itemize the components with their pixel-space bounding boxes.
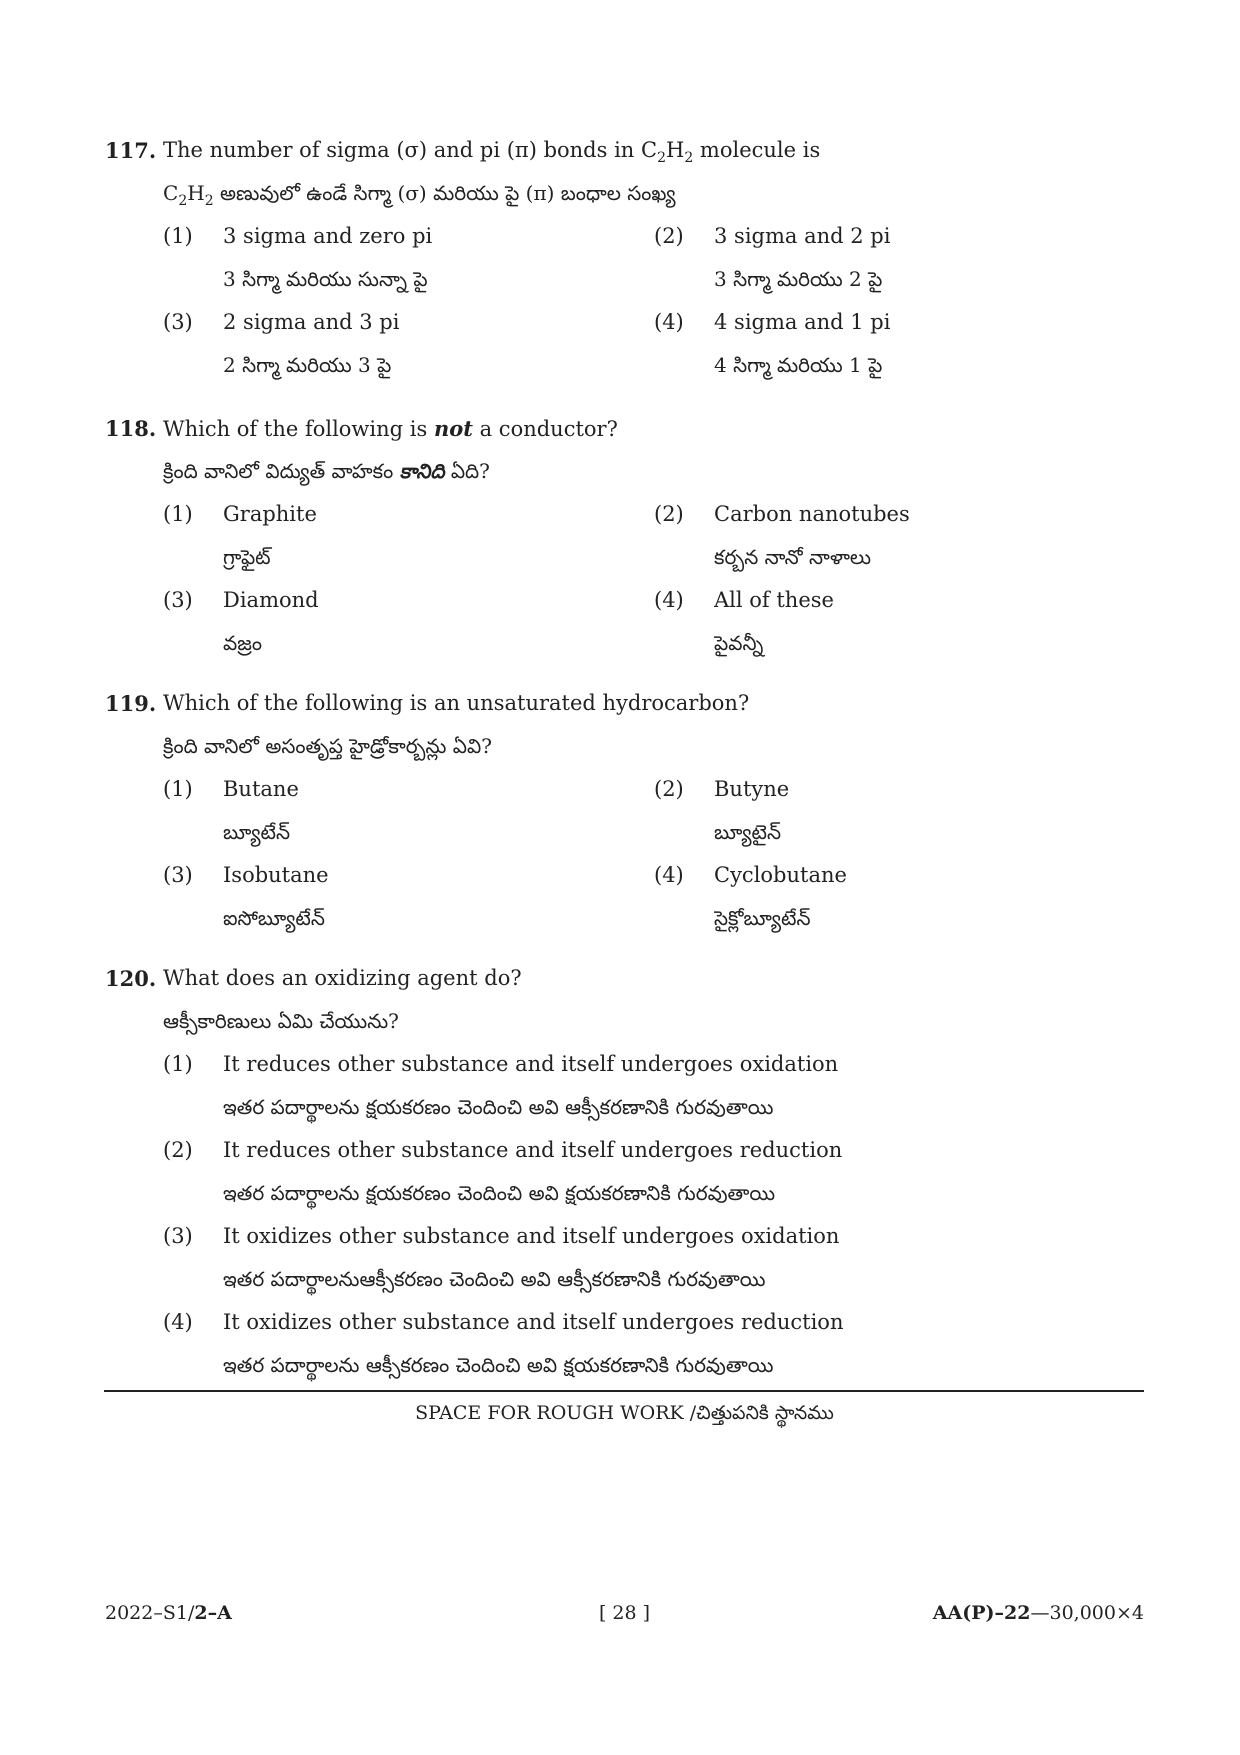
option-text-te: ఇతర పదార్థాలను ఆక్సీకరణం చెందించి అవి క్షయకరణానికి గురవుతాయి — [223, 1353, 774, 1377]
stem-text: Which of the following is — [163, 417, 434, 441]
stem-text: The number of sigma (σ) and pi (π) bonds in — [163, 138, 641, 162]
formula-symbol: C — [163, 181, 179, 205]
stem-text: molecule is — [693, 138, 821, 162]
option-text-te: సైక్లోబ్యూటేన్ — [714, 906, 811, 930]
option-number: (3) — [163, 310, 193, 334]
option-text-en: Butyne — [714, 777, 790, 801]
option-3 — [163, 301, 654, 387]
option-number: (1) — [163, 1052, 193, 1076]
option-number: (1) — [163, 777, 193, 801]
formula-subscript: 2 — [684, 150, 694, 166]
formula-subscript: 2 — [204, 193, 214, 209]
option-text — [714, 301, 1144, 387]
option-text — [223, 768, 654, 854]
option-number: (4) — [163, 1310, 193, 1334]
stem-emphasis: కానిది — [399, 459, 445, 483]
option-text-te: 2 సిగ్మా మరియు 3 పై — [223, 353, 392, 377]
paper-code-prefix: 2022–S1/ — [105, 1602, 195, 1624]
paper-code-set: 2–A — [194, 1602, 232, 1624]
question-118 — [105, 407, 1144, 665]
option-text — [223, 1215, 1144, 1301]
option-text — [223, 301, 654, 387]
option-3 — [163, 579, 654, 665]
option-text — [223, 215, 654, 301]
option-number: (4) — [654, 588, 684, 612]
option-text — [223, 1043, 1144, 1129]
option-text — [714, 493, 1144, 579]
question-stem-en — [105, 682, 1144, 725]
options-list — [163, 1043, 1144, 1387]
divider-line — [104, 1390, 1144, 1392]
print-series-code: AA(P)–22 — [932, 1602, 1031, 1624]
option-4 — [654, 301, 1144, 387]
option-text-te: కర్బన నానో నాళాలు — [714, 545, 872, 569]
print-series — [933, 1600, 1144, 1626]
option-number: (1) — [163, 502, 193, 526]
option-4 — [654, 579, 1144, 665]
stem-text: అణువులో ఉండే సిగ్మా (σ) మరియు పై (π) బంధాల సంఖ్య — [213, 181, 676, 205]
option-text-en: All of these — [714, 588, 834, 612]
option-text-en: It reduces other substance and itself undergoes reduction — [223, 1138, 843, 1162]
option-text-te: ఇతర పదార్థాలను క్షయకరణం చెందించి అవి క్షయకరణానికి గురవుతాయి — [223, 1181, 776, 1205]
option-text-te: 3 సిగ్మా మరియు సున్నా పై — [223, 267, 428, 291]
question-119 — [105, 682, 1144, 940]
question-stem-te — [105, 450, 1144, 493]
option-text — [223, 854, 654, 940]
option-2 — [654, 493, 1144, 579]
question-stem-te — [105, 1000, 1144, 1043]
option-text-en: It reduces other substance and itself undergoes oxidation — [223, 1052, 839, 1076]
question-stem-te — [105, 725, 1144, 768]
option-4 — [654, 854, 1144, 940]
option-2 — [163, 1129, 1144, 1215]
formula-symbol: H — [187, 181, 205, 205]
option-text — [223, 1129, 1144, 1215]
formula-symbol: C — [641, 138, 658, 162]
option-number: (1) — [163, 224, 193, 248]
option-1 — [163, 768, 654, 854]
option-4 — [163, 1301, 1144, 1387]
options-list — [163, 493, 1144, 665]
option-text-en: Butane — [223, 777, 299, 801]
stem-text: ఆక్సీకారిణులు ఏమి చేయును? — [163, 1009, 399, 1033]
option-1 — [163, 1043, 1144, 1129]
option-3 — [163, 854, 654, 940]
option-text — [714, 768, 1144, 854]
option-text-te: బ్యూటైన్ — [714, 820, 781, 844]
option-text-en: 2 sigma and 3 pi — [223, 310, 400, 334]
option-text-en: 3 sigma and zero pi — [223, 224, 433, 248]
option-text-te: ఐసోబ్యూటేన్ — [223, 906, 325, 930]
question-stem-en — [105, 129, 1144, 172]
option-text-en: Isobutane — [223, 863, 329, 887]
page-number: [ 28 ] — [598, 1602, 651, 1624]
option-text-en: Diamond — [223, 588, 319, 612]
question-number: 117. — [105, 138, 157, 163]
option-text — [223, 579, 654, 665]
formula-symbol: H — [666, 138, 685, 162]
option-text-en: 4 sigma and 1 pi — [714, 310, 891, 334]
stem-text: Which of the following is an unsaturated hydrocarbon? — [163, 691, 750, 715]
option-2 — [654, 768, 1144, 854]
stem-text: ఏది? — [444, 459, 490, 483]
option-text-en: Cyclobutane — [714, 863, 847, 887]
rough-work-label: SPACE FOR ROUGH WORK /చిత్తుపనికి స్థానము — [415, 1402, 834, 1424]
option-number: (2) — [163, 1138, 193, 1162]
question-number: 119. — [105, 691, 157, 716]
option-number: (3) — [163, 588, 193, 612]
option-number: (3) — [163, 863, 193, 887]
option-text — [714, 215, 1144, 301]
question-stem-te — [105, 172, 1144, 215]
option-number: (2) — [654, 224, 684, 248]
option-text — [223, 493, 654, 579]
option-text-en: Carbon nanotubes — [714, 502, 910, 526]
stem-text: a conductor? — [472, 417, 618, 441]
option-text — [714, 854, 1144, 940]
page-footer — [105, 1600, 1144, 1626]
option-2 — [654, 215, 1144, 301]
options-list — [163, 768, 1144, 940]
option-text-en: It oxidizes other substance and itself undergoes reduction — [223, 1310, 844, 1334]
option-number: (2) — [654, 777, 684, 801]
question-117 — [105, 129, 1144, 387]
question-number: 118. — [105, 416, 157, 441]
option-text-te: 3 సిగ్మా మరియు 2 పై — [714, 267, 883, 291]
stem-text: క్రింది వానిలో విద్యుత్ వాహకం — [163, 459, 400, 483]
question-120 — [105, 957, 1144, 1387]
option-1 — [163, 215, 654, 301]
options-list — [163, 215, 1144, 387]
question-number: 120. — [105, 966, 157, 991]
option-text-te: 4 సిగ్మా మరియు 1 పై — [714, 353, 883, 377]
question-stem-en — [105, 957, 1144, 1000]
option-text-en: It oxidizes other substance and itself undergoes oxidation — [223, 1224, 840, 1248]
option-text-te: ఇతర పదార్థాలను క్షయకరణం చెందించి అవి ఆక్సీకరణానికి గురవుతాయి — [223, 1095, 774, 1119]
print-series-count: —30,000×4 — [1030, 1602, 1144, 1624]
option-text — [714, 579, 1144, 665]
option-text-te: పైవన్నీ — [714, 631, 764, 655]
option-number: (3) — [163, 1224, 193, 1248]
stem-emphasis: not — [433, 416, 473, 441]
option-text-en: Graphite — [223, 502, 317, 526]
option-1 — [163, 493, 654, 579]
option-3 — [163, 1215, 1144, 1301]
option-number: (4) — [654, 863, 684, 887]
option-text-en: 3 sigma and 2 pi — [714, 224, 891, 248]
question-stem-en — [105, 407, 1144, 450]
option-text-te: ఇతర పదార్థాలనుఆక్సీకరణం చెందించి అవి ఆక్సీకరణానికి గురవుతాయి — [223, 1267, 766, 1291]
option-number: (4) — [654, 310, 684, 334]
formula-subscript: 2 — [657, 150, 666, 166]
formula-subscript: 2 — [178, 193, 188, 209]
option-text-te: వజ్రం — [223, 631, 262, 655]
stem-text: What does an oxidizing agent do? — [163, 966, 522, 990]
option-text — [223, 1301, 1144, 1387]
option-text-te: బ్యూటేన్ — [223, 820, 290, 844]
option-text-te: గ్రాఫైట్ — [223, 545, 271, 569]
option-number: (2) — [654, 502, 684, 526]
stem-text: క్రింది వానిలో అసంతృప్త హైడ్రోకార్బన్లు ఏవి? — [163, 734, 492, 758]
